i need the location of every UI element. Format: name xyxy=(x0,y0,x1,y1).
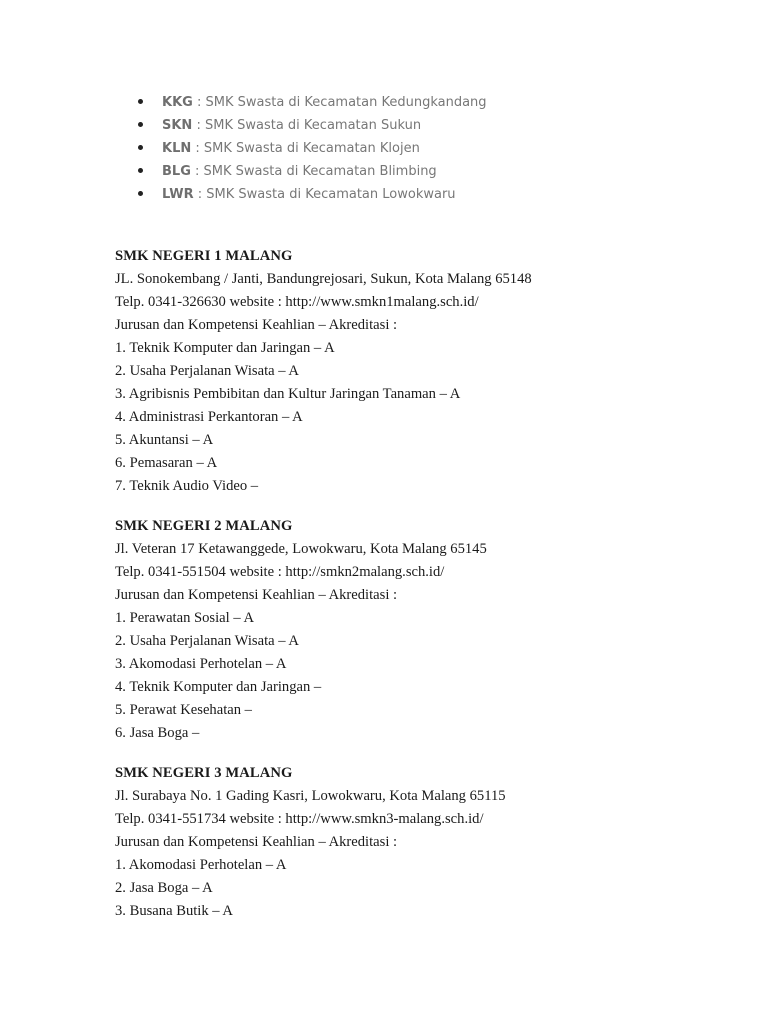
program-item: 7. Teknik Audio Video – xyxy=(115,478,259,494)
bullet-dot xyxy=(138,122,143,127)
list-item xyxy=(138,91,487,114)
school-name: SMK NEGERI 2 MALANG xyxy=(115,518,293,534)
program-item: 3. Akomodasi Perhotelan – A xyxy=(115,656,287,672)
program-item: 3. Busana Butik – A xyxy=(115,903,233,919)
program-item: 4. Administrasi Perkantoran – A xyxy=(115,409,303,425)
school-block-smkn3 xyxy=(115,762,506,923)
program-item: 2. Jasa Boga – A xyxy=(115,880,213,896)
school-contact: Telp. 0341-551504 website : http://smkn2malang.sch.id/ xyxy=(115,564,445,580)
program-item: 6. Pemasaran – A xyxy=(115,455,218,471)
school-address: Jl. Surabaya No. 1 Gading Kasri, Lowokwaru, Kota Malang 65115 xyxy=(115,788,506,804)
school-name: SMK NEGERI 1 MALANG xyxy=(115,248,293,264)
list-item xyxy=(138,137,487,160)
school-contact: Telp. 0341-326630 website : http://www.smkn1malang.sch.id/ xyxy=(115,294,479,310)
programs-heading: Jurusan dan Kompetensi Keahlian – Akreditasi : xyxy=(115,587,398,603)
school-address: Jl. Veteran 17 Ketawanggede, Lowokwaru, Kota Malang 65145 xyxy=(115,541,487,557)
list-item xyxy=(138,183,487,206)
program-item: 1. Teknik Komputer dan Jaringan – A xyxy=(115,340,335,356)
programs-heading: Jurusan dan Kompetensi Keahlian – Akreditasi : xyxy=(115,317,398,333)
district-description: : SMK Swasta di Kecamatan Blimbing xyxy=(195,164,437,179)
program-list xyxy=(115,607,487,745)
district-code: LWR xyxy=(162,187,194,202)
program-item: 2. Usaha Perjalanan Wisata – A xyxy=(115,633,299,649)
school-contact: Telp. 0341-551734 website : http://www.smkn3-malang.sch.id/ xyxy=(115,811,484,827)
district-code: KKG xyxy=(162,95,193,110)
district-code: KLN xyxy=(162,141,192,156)
district-description: : SMK Swasta di Kecamatan Kedungkandang xyxy=(196,95,487,110)
school-name: SMK NEGERI 3 MALANG xyxy=(115,765,293,781)
list-item xyxy=(138,160,487,183)
program-item: 1. Akomodasi Perhotelan – A xyxy=(115,857,287,873)
program-item: 5. Perawat Kesehatan – xyxy=(115,702,252,718)
program-item: 4. Teknik Komputer dan Jaringan – xyxy=(115,679,322,695)
bullet-dot xyxy=(138,145,143,150)
bullet-dot xyxy=(138,99,143,104)
school-block-smkn1 xyxy=(115,245,532,498)
district-description: : SMK Swasta di Kecamatan Sukun xyxy=(196,118,422,133)
programs-heading: Jurusan dan Kompetensi Keahlian – Akreditasi : xyxy=(115,834,398,850)
school-address: JL. Sonokembang / Janti, Bandungrejosari, Sukun, Kota Malang 65148 xyxy=(115,271,532,287)
bullet-dot xyxy=(138,191,143,196)
program-list xyxy=(115,854,506,923)
bullet-dot xyxy=(138,168,143,173)
district-code: BLG xyxy=(162,164,191,179)
program-item: 2. Usaha Perjalanan Wisata – A xyxy=(115,363,299,379)
district-code-list xyxy=(138,91,487,206)
program-item: 5. Akuntansi – A xyxy=(115,432,214,448)
district-description: : SMK Swasta di Kecamatan Klojen xyxy=(195,141,420,156)
list-item xyxy=(138,114,487,137)
program-item: 1. Perawatan Sosial – A xyxy=(115,610,255,626)
program-item: 3. Agribisnis Pembibitan dan Kultur Jaringan Tanaman – A xyxy=(115,386,461,402)
school-block-smkn2 xyxy=(115,515,487,745)
program-list xyxy=(115,337,532,498)
district-description: : SMK Swasta di Kecamatan Lowokwaru xyxy=(197,187,456,202)
program-item: 6. Jasa Boga – xyxy=(115,725,200,741)
district-code: SKN xyxy=(162,118,193,133)
